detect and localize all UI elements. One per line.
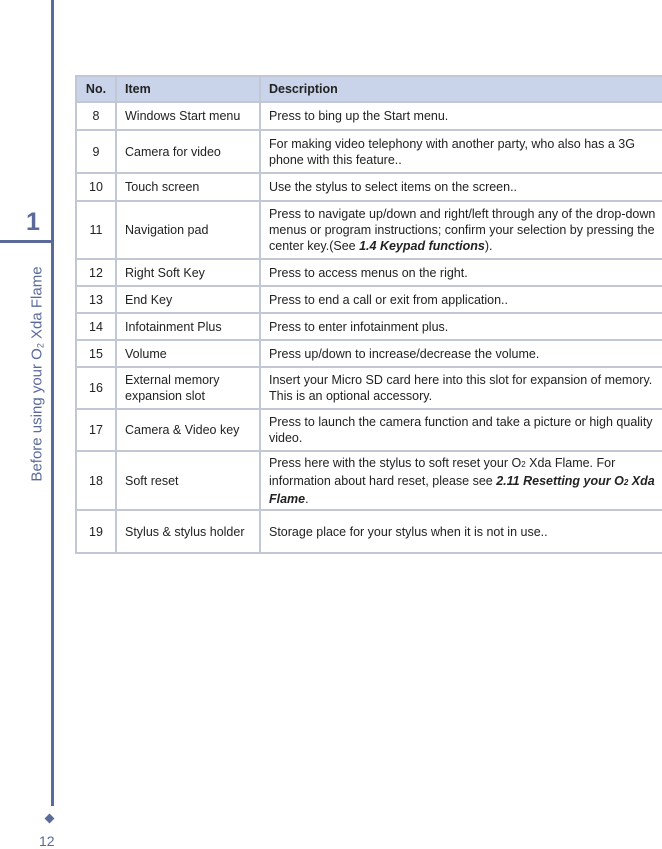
row-item: Soft reset	[116, 451, 260, 510]
row-no: 10	[76, 173, 116, 201]
row-description: Press to end a call or exit from application..	[260, 286, 662, 313]
row-description	[260, 201, 662, 259]
desc-text: Press here with the stylus to soft reset your O	[269, 455, 522, 470]
row-description: Press to enter infotainment plus.	[260, 313, 662, 340]
row-description: Press up/down to increase/decrease the volume.	[260, 340, 662, 367]
keys-table	[75, 75, 662, 554]
table-row	[76, 201, 662, 259]
page-number: 12	[39, 833, 55, 849]
row-item: Navigation pad	[116, 201, 260, 259]
row-item: Right Soft Key	[116, 259, 260, 286]
table-row	[76, 340, 662, 367]
table-row	[76, 313, 662, 340]
table-row	[76, 367, 662, 409]
chapter-marker-bar	[0, 240, 52, 243]
row-item: External memory expansion slot	[116, 367, 260, 409]
section-reference-link: 1.4 Keypad functions	[359, 239, 485, 253]
row-no: 16	[76, 367, 116, 409]
desc-text-mid: Xda Flame. For information about hard reset, please see	[269, 455, 616, 488]
desc-text-end: ).	[484, 239, 493, 253]
row-no: 15	[76, 340, 116, 367]
table-row	[76, 451, 662, 510]
row-no: 14	[76, 313, 116, 340]
chapter-title-post: Xda Flame	[28, 266, 46, 344]
row-item: Touch screen	[116, 173, 260, 201]
row-description: Press to launch the camera function and take a picture or high quality video.	[260, 409, 662, 451]
row-item: Camera for video	[116, 130, 260, 173]
row-description: Press to bing up the Start menu.	[260, 102, 662, 130]
table-row	[76, 259, 662, 286]
table-row	[76, 173, 662, 201]
row-item: Volume	[116, 340, 260, 367]
row-no: 12	[76, 259, 116, 286]
header-description: Description	[260, 76, 662, 102]
row-description: Storage place for your stylus when it is not in use..	[260, 510, 662, 553]
chapter-title	[29, 266, 46, 481]
row-no: 8	[76, 102, 116, 130]
reference-subscript: 2	[623, 477, 629, 487]
row-description: Press to access menus on the right.	[260, 259, 662, 286]
desc-text-end: .	[305, 491, 309, 506]
header-item: Item	[116, 76, 260, 102]
row-description: For making video telephony with another party, who also has a 3G phone with this feature..	[260, 130, 662, 173]
chapter-title-pre: Before using your O	[28, 348, 46, 482]
row-no: 9	[76, 130, 116, 173]
chapter-title-sub: 2	[35, 343, 46, 349]
reference-text: 2.11 Resetting your O	[496, 473, 624, 488]
row-item: Windows Start menu	[116, 102, 260, 130]
row-description: Use the stylus to select items on the screen..	[260, 173, 662, 201]
table-row	[76, 102, 662, 130]
row-item: Stylus & stylus holder	[116, 510, 260, 553]
row-no: 13	[76, 286, 116, 313]
row-item: Infotainment Plus	[116, 313, 260, 340]
margin-rule	[51, 0, 54, 806]
row-no: 11	[76, 201, 116, 259]
o2-subscript: 2	[521, 459, 526, 469]
row-description	[260, 451, 662, 510]
diamond-icon	[45, 814, 55, 824]
desc-text: Press to navigate up/down and right/left through any of the drop-down menus or program instructions; confirm your selection by pressing the center key.(See	[269, 207, 656, 253]
row-no: 19	[76, 510, 116, 553]
table-row	[76, 130, 662, 173]
chapter-number: 1	[26, 208, 40, 236]
table-row	[76, 510, 662, 553]
row-description: Insert your Micro SD card here into this slot for expansion of memory. This is an optional accessory.	[260, 367, 662, 409]
row-item: Camera & Video key	[116, 409, 260, 451]
row-no: 17	[76, 409, 116, 451]
table-row	[76, 286, 662, 313]
reference-text-end: Xda Flame	[269, 473, 655, 506]
table-header-row	[76, 76, 662, 102]
row-item: End Key	[116, 286, 260, 313]
header-no: No.	[76, 76, 116, 102]
row-no: 18	[76, 451, 116, 510]
table-row	[76, 409, 662, 451]
